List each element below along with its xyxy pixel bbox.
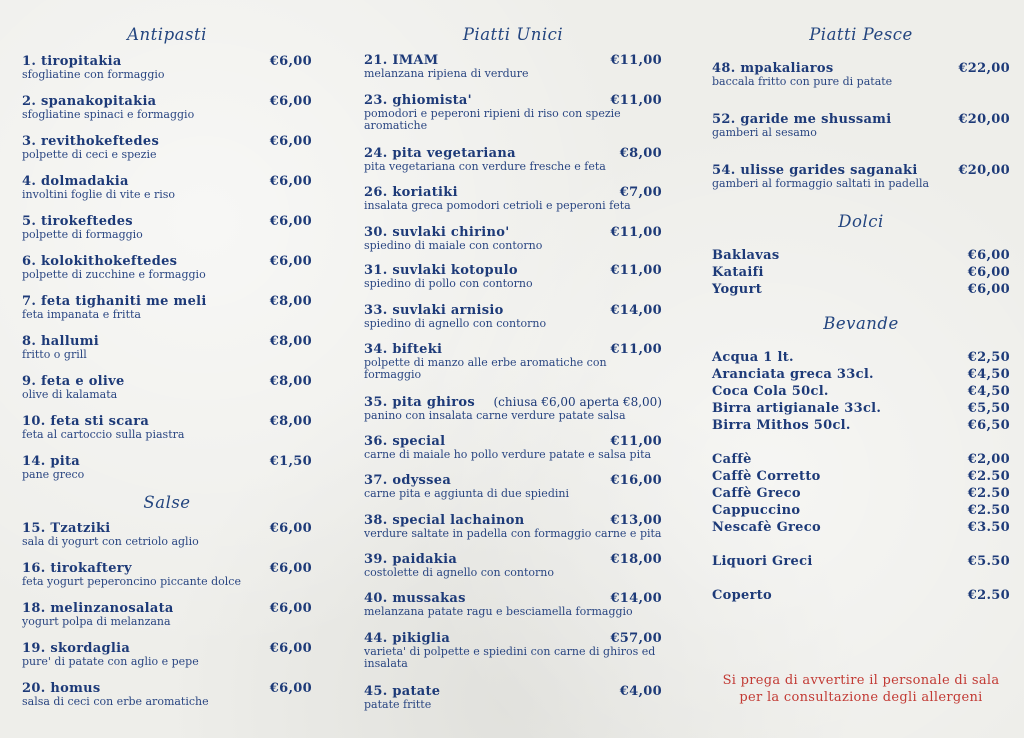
menu-item-description: spiedino di pollo con contorno — [364, 277, 533, 290]
menu-item-name: Caffè Greco — [712, 486, 801, 501]
menu-item — [712, 112, 1010, 139]
menu-item-price: €57,00 — [610, 631, 662, 646]
menu-item-name: Kataifi — [712, 265, 764, 280]
section-title-antipasti: Antipasti — [127, 25, 207, 44]
menu-item-name: 36. special — [364, 434, 446, 449]
menu-item-row — [712, 112, 1010, 127]
menu-item-description: sala di yogurt con cetriolo aglio — [22, 535, 199, 548]
menu-item-name: 18. melinzanosalata — [22, 601, 174, 616]
menu-item-name: 54. ulisse garides saganaki — [712, 163, 918, 178]
menu-item-name: 2. spanakopitakia — [22, 94, 157, 109]
menu-item-row — [22, 641, 312, 656]
menu-item-name: 40. mussakas — [364, 591, 466, 606]
menu-item-price: €14,00 — [610, 303, 662, 318]
menu-item-row — [364, 53, 662, 68]
menu-item — [22, 54, 312, 81]
menu-item-name: 24. pita vegetariana — [364, 146, 516, 161]
menu-item — [712, 486, 1010, 501]
menu-item — [22, 414, 312, 441]
menu-item-name: 14. pita — [22, 454, 80, 469]
section-title-bevande: Bevande — [823, 314, 899, 333]
menu-item — [22, 454, 312, 481]
menu-item-name: 1. tiropitakia — [22, 54, 122, 69]
menu-item-name: 7. feta tighaniti me meli — [22, 294, 207, 309]
menu-item-price: €20,00 — [958, 112, 1010, 127]
menu-item — [712, 588, 1010, 603]
section-title-dolci: Dolci — [838, 212, 884, 231]
menu-item-description: polpette di manzo alle erbe aromatiche con formaggio — [364, 356, 607, 381]
menu-item-name: 35. pita ghiros — [364, 395, 475, 410]
menu-item — [712, 61, 1010, 88]
menu-item-description: sfogliatine con formaggio — [22, 68, 165, 81]
menu-item-description: sfogliatine spinaci e formaggio — [22, 108, 195, 121]
menu-item-price: €6,00 — [269, 214, 312, 229]
menu-item-price: €18,00 — [610, 552, 662, 567]
menu-item-name: 16. tirokaftery — [22, 561, 132, 576]
menu-item-name: 45. patate — [364, 684, 441, 699]
menu-item-price: €6,00 — [269, 561, 312, 576]
menu-item-price: €20,00 — [958, 163, 1010, 178]
menu-item — [364, 303, 662, 330]
menu-item — [22, 561, 312, 588]
menu-item-row — [364, 342, 662, 357]
menu-item — [712, 384, 1010, 399]
menu-item — [364, 395, 662, 422]
menu-item-price: €6,00 — [269, 681, 312, 696]
menu-item-description: polpette di formaggio — [22, 228, 143, 241]
menu-item-row — [364, 146, 662, 161]
menu-item — [364, 53, 662, 80]
menu-item-price: €1,50 — [269, 454, 312, 469]
menu-item-row — [22, 454, 312, 469]
menu-item — [712, 469, 1010, 484]
menu-item-description: salsa di ceci con erbe aromatiche — [22, 695, 209, 708]
menu-item — [22, 214, 312, 241]
allergen-note-line1: Si prega di avvertire il personale di sala — [722, 673, 1000, 688]
menu-item-name: 38. special lachainon — [364, 513, 525, 528]
menu-item — [364, 631, 662, 670]
menu-item-name: Liquori Greci — [712, 554, 813, 569]
allergen-note-line2: per la consultazione degli allergeni — [739, 690, 983, 705]
menu-item-row — [22, 374, 312, 389]
menu-item-price: €2.50 — [967, 503, 1010, 518]
menu-item — [22, 641, 312, 668]
menu-item — [22, 94, 312, 121]
menu-item — [364, 146, 662, 173]
menu-item — [22, 374, 312, 401]
menu-item-price: €8,00 — [269, 414, 312, 429]
menu-item-name: Coperto — [712, 588, 773, 603]
menu-item-name: 15. Tzatziki — [22, 521, 111, 536]
menu-item-description: feta yogurt peperoncino piccante dolce — [22, 575, 241, 588]
menu-item-row — [364, 552, 662, 567]
menu-item-name: 31. suvlaki kotopulo — [364, 263, 518, 278]
menu-item-description: gamberi al formaggio saltati in padella — [712, 177, 930, 190]
menu-item-row — [22, 414, 312, 429]
menu-item-name: 33. suvlaki arnisio — [364, 303, 504, 318]
menu-item-row — [22, 294, 312, 309]
menu-item-price: €11,00 — [610, 225, 662, 240]
menu-item-name: Nescafè Greco — [712, 520, 821, 535]
menu-item-name: 34. bifteki — [364, 342, 443, 357]
menu-item — [22, 254, 312, 281]
menu-item-name: 8. hallumi — [22, 334, 99, 349]
menu-item-price: €2.50 — [967, 486, 1010, 501]
menu-item-price: €2.50 — [967, 469, 1010, 484]
menu-item-name: Baklavas — [712, 248, 780, 263]
menu-item-name: 37. odyssea — [364, 473, 452, 488]
menu-item-name: 9. feta e olive — [22, 374, 125, 389]
menu-item-description: yogurt polpa di melanzana — [22, 615, 171, 628]
menu-item-price: €6,00 — [269, 521, 312, 536]
menu-item-row — [364, 631, 662, 646]
menu-item-name: Cappuccino — [712, 503, 801, 518]
menu-item — [712, 503, 1010, 518]
menu-item-price: €6,00 — [269, 254, 312, 269]
menu-item-price: €8,00 — [619, 146, 662, 161]
menu-item-description: patate fritte — [364, 698, 432, 711]
menu-item-price: €6,00 — [269, 134, 312, 149]
menu-item-name: 21. IMAM — [364, 53, 439, 68]
menu-item-price: €6,00 — [269, 174, 312, 189]
menu-item — [22, 174, 312, 201]
menu-item-price: €6,00 — [269, 54, 312, 69]
menu-item-row — [364, 93, 662, 108]
menu-item-price: €8,00 — [269, 374, 312, 389]
menu-item-description: olive di kalamata — [22, 388, 118, 401]
menu-item — [712, 401, 1010, 416]
menu-item-description: spiedino di agnello con contorno — [364, 317, 547, 330]
menu-item — [712, 248, 1010, 263]
menu-item-name: Birra artigianale 33cl. — [712, 401, 882, 416]
menu-item-description: gamberi al sesamo — [712, 126, 817, 139]
menu-item-description: pane greco — [22, 468, 85, 481]
menu-item-price: €7,00 — [619, 185, 662, 200]
menu-item-row — [364, 434, 662, 449]
menu-item-row — [364, 185, 662, 200]
menu-item-price: €6,00 — [967, 265, 1010, 280]
menu-item-name: Aranciata greca 33cl. — [712, 367, 874, 382]
menu-item — [364, 342, 662, 381]
menu-item-price: €11,00 — [610, 93, 662, 108]
menu-item-price: €5,50 — [967, 401, 1010, 416]
menu-item-name: Yogurt — [712, 282, 763, 297]
menu-item — [364, 513, 662, 540]
menu-item-row — [364, 225, 662, 240]
section-title-salse: Salse — [143, 493, 191, 512]
menu-item-name: 48. mpakaliaros — [712, 61, 834, 76]
menu-item — [364, 185, 662, 212]
menu-item — [712, 350, 1010, 365]
menu-item-name: 5. tirokeftedes — [22, 214, 133, 229]
menu-item-description: costolette di agnello con contorno — [364, 566, 554, 579]
menu-item-description: baccala fritto con pure di patate — [712, 75, 893, 88]
menu-item-row — [712, 163, 1010, 178]
section-title-piatti-unici: Piatti Unici — [462, 25, 564, 44]
menu-item-description: pomodori e peperoni ripieni di riso con spezie aromatiche — [364, 107, 621, 132]
menu-item-price: €8,00 — [269, 294, 312, 309]
menu-item-price: €4,50 — [967, 384, 1010, 399]
menu-item-price: €11,00 — [610, 342, 662, 357]
menu-item-description: varieta' di polpette e spiedini con carne di ghiros ed insalata — [364, 645, 656, 670]
menu-item — [364, 93, 662, 132]
menu-item-row — [364, 591, 662, 606]
menu-item — [22, 134, 312, 161]
menu-item-name: 52. garide me shussami — [712, 112, 892, 127]
menu-item-name: 4. dolmadakia — [22, 174, 129, 189]
menu-item — [712, 452, 1010, 467]
menu-item-price: €14,00 — [610, 591, 662, 606]
menu-item — [22, 681, 312, 708]
menu-item-price: €13,00 — [610, 513, 662, 528]
menu-item-price: €6,00 — [967, 282, 1010, 297]
menu-item-price: €8,00 — [269, 334, 312, 349]
menu-item-price: €16,00 — [610, 473, 662, 488]
menu-item — [364, 434, 662, 461]
menu-item-name: 19. skordaglia — [22, 641, 131, 656]
menu-item-name: Caffè — [712, 452, 752, 467]
menu-item-row — [364, 684, 662, 699]
menu-item-row — [364, 473, 662, 488]
menu-item-name: 30. suvlaki chirino' — [364, 225, 510, 240]
menu-item-name: 23. ghiomista' — [364, 93, 472, 108]
menu-item-row — [22, 334, 312, 349]
menu-item-row — [712, 61, 1010, 76]
menu-item — [22, 601, 312, 628]
menu-item — [712, 163, 1010, 190]
menu-item-price: €6,00 — [269, 641, 312, 656]
menu-item-name: 6. kolokithokeftedes — [22, 254, 178, 269]
menu-item-name: 10. feta sti scara — [22, 414, 150, 429]
menu-item — [364, 591, 662, 618]
menu-item — [22, 294, 312, 321]
menu-item-description: carne di maiale ho pollo verdure patate e salsa pita — [364, 448, 652, 461]
menu-item-description: polpette di zucchine e formaggio — [22, 268, 206, 281]
menu-item — [712, 367, 1010, 382]
menu-item-name: 39. paidakia — [364, 552, 458, 567]
menu-item-description: involtini foglie di vite e riso — [22, 188, 176, 201]
menu-item-price: €4,00 — [619, 684, 662, 699]
menu-item-description: pure' di patate con aglio e pepe — [22, 655, 199, 668]
menu-item-description: polpette di ceci e spezie — [22, 148, 157, 161]
menu-item-name: Coca Cola 50cl. — [712, 384, 829, 399]
menu-item — [364, 225, 662, 252]
menu-item — [712, 282, 1010, 297]
menu-item-row — [22, 134, 312, 149]
menu-item-price: €5.50 — [967, 554, 1010, 569]
menu-item-description: panino con insalata carne verdure patate salsa — [364, 409, 626, 422]
menu-item-name: 26. koriatiki — [364, 185, 458, 200]
menu-item-row — [22, 174, 312, 189]
menu-item — [712, 418, 1010, 433]
menu-item — [712, 554, 1010, 569]
menu-item-description: feta al cartoccio sulla piastra — [22, 428, 185, 441]
menu-item-row — [364, 395, 662, 410]
menu-item — [364, 473, 662, 500]
menu-item-description: pita vegetariana con verdure fresche e feta — [364, 160, 606, 173]
menu-item-price: €6,00 — [269, 601, 312, 616]
menu-item-row — [364, 303, 662, 318]
menu-item-name: 3. revithokeftedes — [22, 134, 160, 149]
menu-item-price: €6,00 — [967, 248, 1010, 263]
menu-item — [712, 265, 1010, 280]
menu-item-price: €11,00 — [610, 263, 662, 278]
menu-item-name: 20. homus — [22, 681, 101, 696]
menu-item-price: €4,50 — [967, 367, 1010, 382]
menu-item-description: feta impanata e fritta — [22, 308, 141, 321]
menu-item-row — [22, 214, 312, 229]
menu-item-row — [22, 681, 312, 696]
menu-item-row — [22, 601, 312, 616]
menu-item-description: spiedino di maiale con contorno — [364, 239, 543, 252]
menu-item-price: €6,50 — [967, 418, 1010, 433]
menu-item-row — [22, 54, 312, 69]
menu-item-name: Caffè Corretto — [712, 469, 821, 484]
menu-item — [22, 334, 312, 361]
menu-item-description: melanzana ripiena di verdure — [364, 67, 529, 80]
menu-item-description: melanzana patate ragu e besciamella formaggio — [364, 605, 633, 618]
menu-item-price: €6,00 — [269, 94, 312, 109]
menu-item-description: insalata greca pomodori cetrioli e peperoni feta — [364, 199, 631, 212]
menu-item-price: €2,00 — [967, 452, 1010, 467]
menu-item-row — [22, 94, 312, 109]
menu-item-description: verdure saltate in padella con formaggio carne e pita — [364, 527, 662, 540]
menu-item-row — [22, 254, 312, 269]
menu-item-price: €2.50 — [967, 588, 1010, 603]
menu-item-row — [364, 513, 662, 528]
section-title-piatti-pesce: Piatti Pesce — [809, 25, 913, 44]
menu-item-name: Acqua 1 lt. — [712, 350, 794, 365]
menu-item-price: €2,50 — [967, 350, 1010, 365]
menu-item-price: €11,00 — [610, 434, 662, 449]
menu-item — [364, 263, 662, 290]
menu-item-price: €3.50 — [967, 520, 1010, 535]
menu-item-name: Birra Mithos 50cl. — [712, 418, 851, 433]
menu-item-price: €11,00 — [610, 53, 662, 68]
menu-item-row — [364, 263, 662, 278]
menu-item-price: €22,00 — [958, 61, 1010, 76]
menu-item-row — [22, 521, 312, 536]
allergen-note — [712, 672, 1010, 706]
menu-item-description: carne pita e aggiunta di due spiedini — [364, 487, 569, 500]
menu-item — [364, 552, 662, 579]
menu-item-price-options: (chiusa €6,00 aperta €8,00) — [493, 395, 662, 409]
menu-item — [364, 684, 662, 711]
menu-item-description: fritto o grill — [22, 348, 87, 361]
menu-item — [712, 520, 1010, 535]
menu-item-name: 44. pikiglia — [364, 631, 451, 646]
menu-item-row — [22, 561, 312, 576]
menu-item — [22, 521, 312, 548]
